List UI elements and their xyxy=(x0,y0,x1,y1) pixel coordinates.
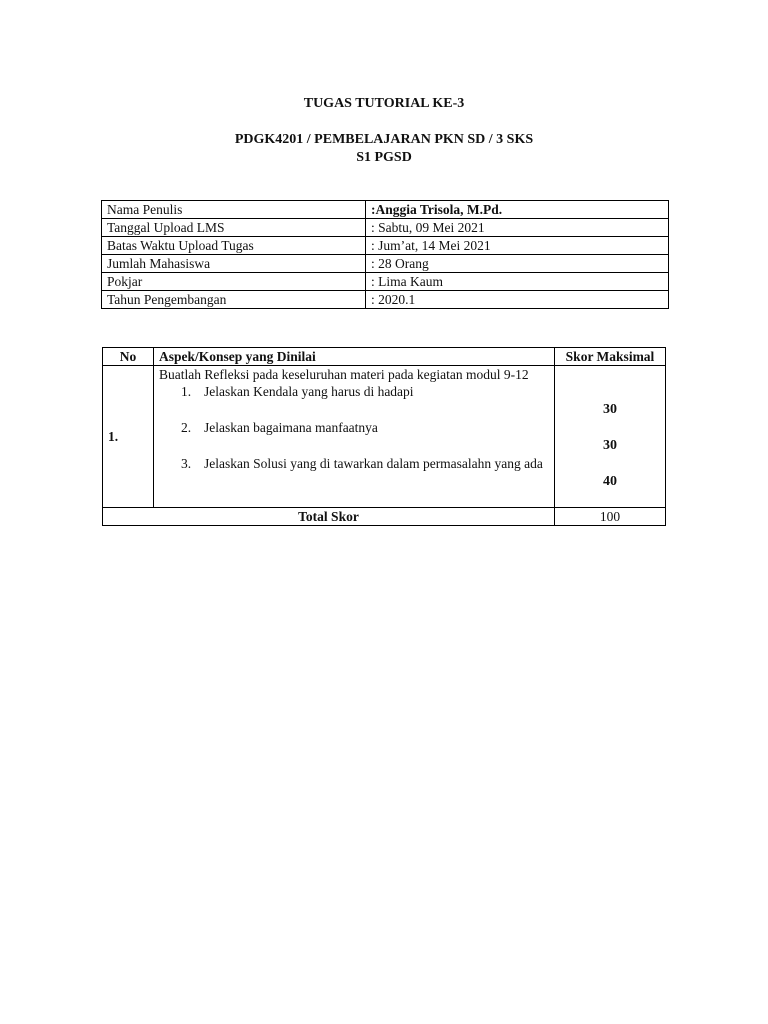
info-row-upload-date xyxy=(102,219,669,237)
score-value: 40 xyxy=(603,474,617,489)
info-key: Pokjar xyxy=(102,273,366,291)
info-table xyxy=(101,200,669,309)
question-text: Jelaskan Kendala yang harus di hadapi xyxy=(204,384,414,399)
question-text: Jelaskan bagaimana manfaatnya xyxy=(204,420,378,435)
grading-row xyxy=(103,366,666,508)
info-key: Jumlah Mahasiswa xyxy=(102,255,366,273)
score-value: 30 xyxy=(603,402,617,417)
info-value: : Lima Kaum xyxy=(366,273,669,291)
total-label: Total Skor xyxy=(103,508,555,526)
question-number: 3. xyxy=(181,456,192,471)
doc-title: TUGAS TUTORIAL KE-3 xyxy=(303,96,465,111)
header-no: No xyxy=(103,348,154,366)
grading-table xyxy=(102,347,666,526)
total-value: 100 xyxy=(555,508,666,526)
info-key: Tanggal Upload LMS xyxy=(102,219,366,237)
question-item xyxy=(159,419,549,436)
info-value: :Anggia Trisola, M.Pd. xyxy=(366,201,669,219)
row-scores xyxy=(555,366,666,508)
info-row-pokjar xyxy=(102,273,669,291)
info-value: : 28 Orang xyxy=(366,255,669,273)
total-row xyxy=(103,508,666,526)
info-value: : Sabtu, 09 Mei 2021 xyxy=(366,219,669,237)
question-number: 2. xyxy=(181,420,192,435)
info-key: Nama Penulis xyxy=(102,201,366,219)
row-intro: Buatlah Refleksi pada keseluruhan materi pada kegiatan modul 9-12 xyxy=(159,367,529,382)
info-row-year xyxy=(102,291,669,309)
question-item xyxy=(159,455,549,472)
program-line: S1 PGSD xyxy=(356,150,412,165)
row-content xyxy=(154,366,555,508)
course-line: PDGK4201 / PEMBELAJARAN PKN SD / 3 SKS xyxy=(234,132,534,147)
question-number: 1. xyxy=(181,384,192,399)
question-list xyxy=(159,383,549,472)
info-value: : Jum’at, 14 Mei 2021 xyxy=(366,237,669,255)
grading-header-row xyxy=(103,348,666,366)
header-aspek: Aspek/Konsep yang Dinilai xyxy=(154,348,555,366)
info-value: : 2020.1 xyxy=(366,291,669,309)
info-row-deadline xyxy=(102,237,669,255)
info-row-author xyxy=(102,201,669,219)
info-key: Tahun Pengembangan xyxy=(102,291,366,309)
info-key: Batas Waktu Upload Tugas xyxy=(102,237,366,255)
question-item xyxy=(159,383,549,400)
question-text: Jelaskan Solusi yang di tawarkan dalam permasalahn yang ada xyxy=(204,456,543,471)
score-value: 30 xyxy=(603,438,617,453)
row-number: 1. xyxy=(103,366,154,508)
header-skor: Skor Maksimal xyxy=(555,348,666,366)
info-row-students xyxy=(102,255,669,273)
